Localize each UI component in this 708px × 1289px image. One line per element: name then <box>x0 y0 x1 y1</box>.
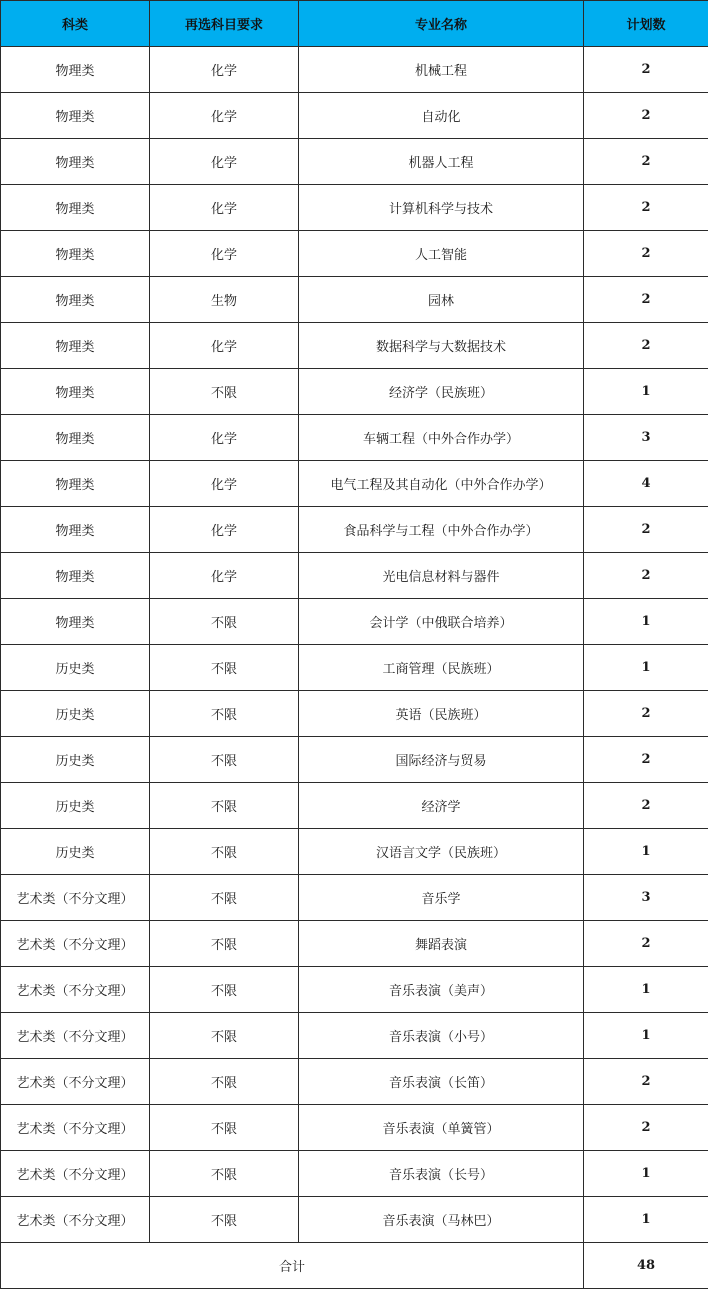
table-row <box>1 507 708 553</box>
total-label: 合计 <box>1 1243 584 1289</box>
table-row <box>1 461 708 507</box>
cell-major: 光电信息材料与器件 <box>299 553 584 599</box>
table-row <box>1 323 708 369</box>
cell-plan: 2 <box>584 185 708 231</box>
cell-major: 机器人工程 <box>299 139 584 185</box>
table-row <box>1 783 708 829</box>
table-row <box>1 277 708 323</box>
cell-category: 艺术类（不分文理） <box>1 1197 150 1243</box>
cell-major: 音乐表演（长笛） <box>299 1059 584 1105</box>
cell-category: 物理类 <box>1 553 150 599</box>
cell-category: 艺术类（不分文理） <box>1 1105 150 1151</box>
table-row <box>1 1013 708 1059</box>
table-row <box>1 1059 708 1105</box>
header-plan: 计划数 <box>584 1 708 47</box>
cell-plan: 1 <box>584 829 708 875</box>
cell-plan: 1 <box>584 645 708 691</box>
cell-major: 舞蹈表演 <box>299 921 584 967</box>
header-requirement: 再选科目要求 <box>150 1 299 47</box>
cell-major: 音乐表演（马林巴） <box>299 1197 584 1243</box>
cell-category: 物理类 <box>1 599 150 645</box>
cell-category: 物理类 <box>1 231 150 277</box>
cell-plan: 2 <box>584 139 708 185</box>
table-row <box>1 231 708 277</box>
cell-major: 经济学（民族班） <box>299 369 584 415</box>
cell-major: 经济学 <box>299 783 584 829</box>
cell-plan: 2 <box>584 507 708 553</box>
cell-plan: 2 <box>584 93 708 139</box>
cell-requirement: 化学 <box>150 139 299 185</box>
cell-plan: 1 <box>584 1197 708 1243</box>
cell-requirement: 化学 <box>150 93 299 139</box>
table-row <box>1 415 708 461</box>
table-row <box>1 921 708 967</box>
cell-plan: 2 <box>584 691 708 737</box>
cell-category: 物理类 <box>1 507 150 553</box>
cell-plan: 2 <box>584 553 708 599</box>
cell-requirement: 化学 <box>150 461 299 507</box>
table-row <box>1 967 708 1013</box>
cell-category: 历史类 <box>1 829 150 875</box>
table-row <box>1 185 708 231</box>
cell-category: 物理类 <box>1 461 150 507</box>
cell-plan: 1 <box>584 1013 708 1059</box>
table-row <box>1 553 708 599</box>
cell-major: 音乐学 <box>299 875 584 921</box>
cell-requirement: 化学 <box>150 553 299 599</box>
table-row <box>1 1197 708 1243</box>
cell-plan: 2 <box>584 737 708 783</box>
total-row <box>1 1243 708 1289</box>
cell-requirement: 不限 <box>150 599 299 645</box>
cell-major: 车辆工程（中外合作办学） <box>299 415 584 461</box>
table-row <box>1 1105 708 1151</box>
cell-requirement: 不限 <box>150 875 299 921</box>
table-footer <box>1 1243 708 1289</box>
cell-requirement: 不限 <box>150 783 299 829</box>
cell-requirement: 化学 <box>150 185 299 231</box>
cell-plan: 3 <box>584 875 708 921</box>
cell-category: 艺术类（不分文理） <box>1 875 150 921</box>
cell-category: 物理类 <box>1 185 150 231</box>
table-row <box>1 645 708 691</box>
cell-requirement: 不限 <box>150 1151 299 1197</box>
cell-major: 音乐表演（单簧管） <box>299 1105 584 1151</box>
cell-major: 音乐表演（小号） <box>299 1013 584 1059</box>
cell-category: 物理类 <box>1 139 150 185</box>
cell-major: 计算机科学与技术 <box>299 185 584 231</box>
cell-requirement: 不限 <box>150 1105 299 1151</box>
cell-plan: 1 <box>584 369 708 415</box>
cell-requirement: 化学 <box>150 507 299 553</box>
table-row <box>1 369 708 415</box>
cell-plan: 2 <box>584 231 708 277</box>
cell-major: 机械工程 <box>299 47 584 93</box>
cell-plan: 4 <box>584 461 708 507</box>
cell-category: 物理类 <box>1 277 150 323</box>
cell-category: 历史类 <box>1 691 150 737</box>
table-row <box>1 47 708 93</box>
cell-category: 物理类 <box>1 47 150 93</box>
cell-plan: 2 <box>584 1105 708 1151</box>
cell-requirement: 不限 <box>150 737 299 783</box>
cell-category: 历史类 <box>1 737 150 783</box>
cell-category: 物理类 <box>1 323 150 369</box>
cell-requirement: 不限 <box>150 1013 299 1059</box>
cell-plan: 2 <box>584 1059 708 1105</box>
cell-major: 会计学（中俄联合培养） <box>299 599 584 645</box>
table-row <box>1 737 708 783</box>
cell-requirement: 生物 <box>150 277 299 323</box>
total-value: 48 <box>584 1243 708 1289</box>
cell-plan: 2 <box>584 921 708 967</box>
table-row <box>1 875 708 921</box>
table-body <box>1 47 708 1243</box>
cell-requirement: 化学 <box>150 47 299 93</box>
cell-plan: 3 <box>584 415 708 461</box>
cell-category: 物理类 <box>1 93 150 139</box>
cell-requirement: 不限 <box>150 691 299 737</box>
cell-requirement: 不限 <box>150 1059 299 1105</box>
cell-major: 食品科学与工程（中外合作办学） <box>299 507 584 553</box>
cell-major: 音乐表演（长号） <box>299 1151 584 1197</box>
cell-major: 工商管理（民族班） <box>299 645 584 691</box>
cell-category: 物理类 <box>1 369 150 415</box>
cell-category: 历史类 <box>1 783 150 829</box>
cell-major: 音乐表演（美声） <box>299 967 584 1013</box>
table-row <box>1 1151 708 1197</box>
cell-plan: 2 <box>584 47 708 93</box>
cell-plan: 1 <box>584 599 708 645</box>
cell-category: 艺术类（不分文理） <box>1 921 150 967</box>
cell-category: 历史类 <box>1 645 150 691</box>
cell-category: 艺术类（不分文理） <box>1 1059 150 1105</box>
table-row <box>1 829 708 875</box>
cell-plan: 2 <box>584 277 708 323</box>
table-row <box>1 139 708 185</box>
cell-category: 物理类 <box>1 415 150 461</box>
cell-plan: 1 <box>584 1151 708 1197</box>
cell-major: 自动化 <box>299 93 584 139</box>
cell-major: 数据科学与大数据技术 <box>299 323 584 369</box>
table-row <box>1 691 708 737</box>
cell-plan: 2 <box>584 783 708 829</box>
cell-requirement: 不限 <box>150 829 299 875</box>
cell-major: 汉语言文学（民族班） <box>299 829 584 875</box>
cell-requirement: 不限 <box>150 1197 299 1243</box>
cell-major: 电气工程及其自动化（中外合作办学） <box>299 461 584 507</box>
cell-plan: 1 <box>584 967 708 1013</box>
cell-category: 艺术类（不分文理） <box>1 1013 150 1059</box>
cell-major: 英语（民族班） <box>299 691 584 737</box>
table-row <box>1 599 708 645</box>
cell-requirement: 不限 <box>150 967 299 1013</box>
cell-requirement: 化学 <box>150 415 299 461</box>
header-row <box>1 1 708 47</box>
cell-requirement: 不限 <box>150 369 299 415</box>
cell-requirement: 不限 <box>150 645 299 691</box>
cell-major: 人工智能 <box>299 231 584 277</box>
header-category: 科类 <box>1 1 150 47</box>
cell-major: 园林 <box>299 277 584 323</box>
table-header <box>1 1 708 47</box>
cell-major: 国际经济与贸易 <box>299 737 584 783</box>
cell-requirement: 不限 <box>150 921 299 967</box>
table-row <box>1 93 708 139</box>
cell-category: 艺术类（不分文理） <box>1 967 150 1013</box>
cell-plan: 2 <box>584 323 708 369</box>
header-major: 专业名称 <box>299 1 584 47</box>
cell-category: 艺术类（不分文理） <box>1 1151 150 1197</box>
cell-requirement: 化学 <box>150 323 299 369</box>
cell-requirement: 化学 <box>150 231 299 277</box>
